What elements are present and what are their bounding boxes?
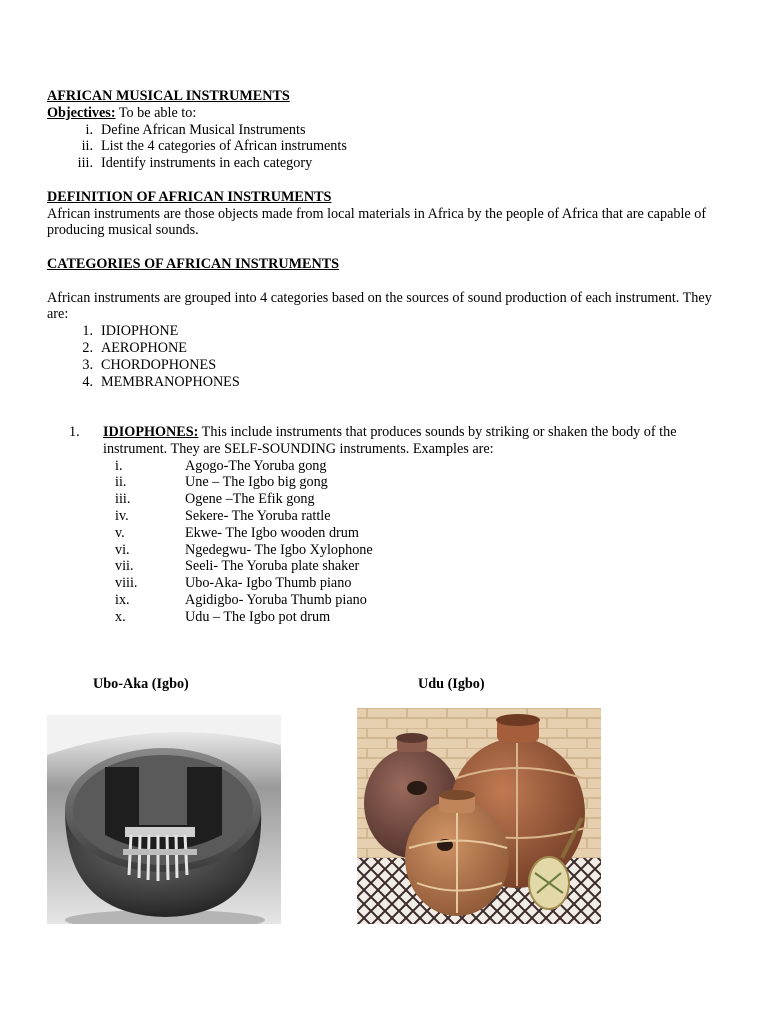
list-item: i. Define African Musical Instruments (85, 121, 306, 138)
list-item: vi. Ngedegwu- The Igbo Xylophone (115, 541, 373, 558)
idiophones-section (47, 424, 727, 458)
list-item: 4. MEMBRANOPHONES (82, 373, 240, 390)
objectives-list (47, 122, 727, 172)
categories-heading: CATEGORIES OF AFRICAN INSTRUMENTS (47, 255, 340, 272)
list-item: iii. Ogene –The Efik gong (115, 491, 315, 508)
list-item: viii. Ubo-Aka- Igbo Thumb piano (115, 575, 352, 592)
list-item: v. Ekwe- The Igbo wooden drum (115, 524, 359, 541)
objectives-intro: To be able to: (115, 104, 197, 121)
definition-text: African instruments are those objects made from local materials in Africa by the people of Africa that are capable of producing musical sounds. (47, 205, 707, 239)
document-page (47, 88, 727, 626)
categories-list (47, 323, 727, 390)
list-item: 1. IDIOPHONE (82, 323, 179, 340)
list-item: 3. CHORDOPHONES (82, 356, 217, 373)
list-item: 2. AEROPHONE (82, 339, 187, 356)
list-item: iv. Sekere- The Yoruba rattle (115, 507, 331, 524)
udu-caption: Udu (Igbo) (418, 676, 485, 692)
ubo-aka-photo (47, 715, 281, 924)
idiophones-number: 1. (69, 423, 80, 440)
objectives-line (47, 105, 727, 122)
idiophones-label: IDIOPHONES: (103, 423, 199, 440)
definition-heading: DEFINITION OF AFRICAN INSTRUMENTS (47, 188, 332, 205)
idiophones-text (103, 424, 727, 458)
objectives-label: Objectives: (47, 104, 116, 121)
idiophones-description: This include instruments that produces sounds by striking or shaken the body of the instrument. They are SELF-SOUNDING instruments. Examples are: (103, 423, 677, 457)
list-item: x. Udu – The Igbo pot drum (115, 608, 331, 625)
list-item: iii. Identify instruments in each category (77, 155, 313, 172)
list-item: ix. Agidigbo- Yoruba Thumb piano (115, 591, 367, 608)
list-item: ii. List the 4 categories of African instruments (81, 138, 347, 155)
list-item: ii. Une – The Igbo big gong (115, 474, 328, 491)
document-title: AFRICAN MUSICAL INSTRUMENTS (47, 88, 290, 104)
udu-photo (357, 708, 601, 924)
examples-list (47, 458, 727, 626)
list-item: i. Agogo-The Yoruba gong (115, 457, 327, 474)
categories-intro: African instruments are grouped into 4 categories based on the sources of sound production of each instrument. They are: (47, 289, 712, 323)
ubo-aka-caption: Ubo-Aka (Igbo) (93, 676, 189, 692)
list-item: vii. Seeli- The Yoruba plate shaker (115, 558, 360, 575)
